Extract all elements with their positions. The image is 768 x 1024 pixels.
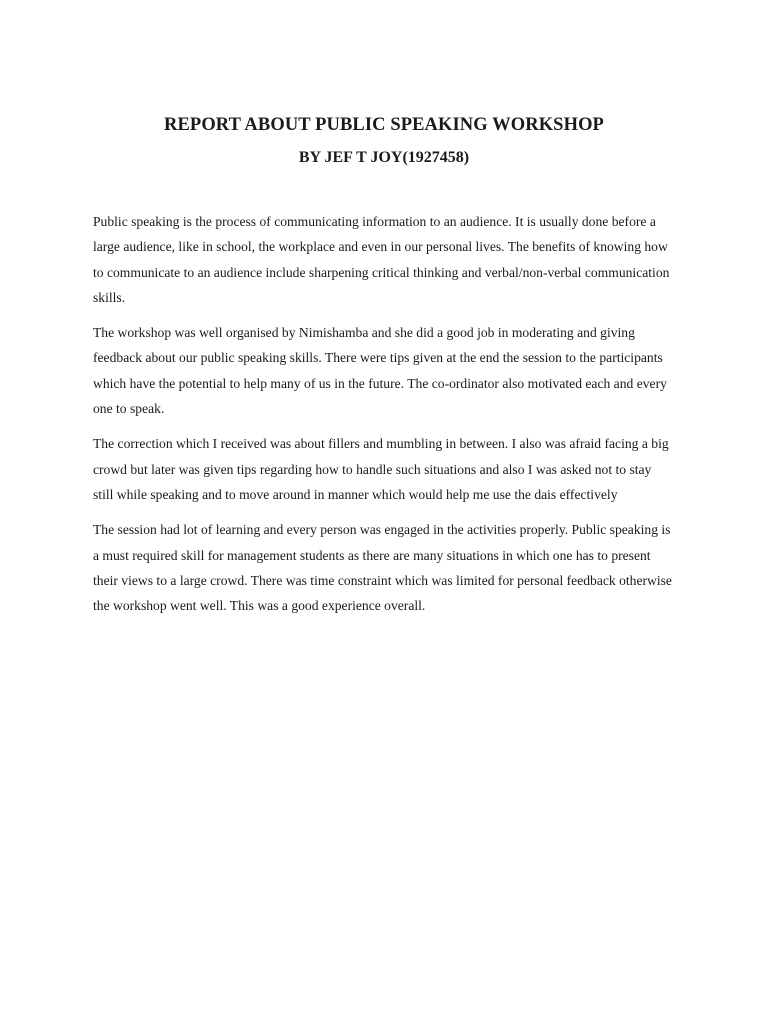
author-byline: BY JEF T JOY(1927458) bbox=[298, 149, 470, 166]
paragraph-conclusion: The session had lot of learning and every person was engaged in the activities properly. Public speaking is a must required skill for management students as there are many situations in which one has to present their views to a large crowd. There was time constraint which was limited for personal feedback otherwise the workshop went well. This was a good experience overall. bbox=[93, 522, 672, 614]
paragraph-workshop-organisation: The workshop was well organised by Nimishamba and she did a good job in moderating and giving feedback about our public speaking skills. There were tips given at the end the session to the participants which have the potential to help many of us in the future. The co-ordinator also motivated each and every one to speak. bbox=[93, 325, 667, 417]
paragraph-intro: Public speaking is the process of communicating information to an audience. It is usually done before a large audience, like in school, the workplace and even in our personal lives. The benefits of knowing how to communicate to an audience include sharpening critical thinking and verbal/non-verbal communication skills. bbox=[93, 214, 670, 305]
document-title: REPORT ABOUT PUBLIC SPEAKING WORKSHOP bbox=[164, 115, 604, 135]
report-body bbox=[93, 209, 673, 628]
paragraph-personal-correction: The correction which I received was about fillers and mumbling in between. I also was afraid facing a big crowd but later was given tips regarding how to handle such situations and also I was asked not to stay still while speaking and to move around in manner which would help me use the dais effectively bbox=[93, 436, 669, 502]
